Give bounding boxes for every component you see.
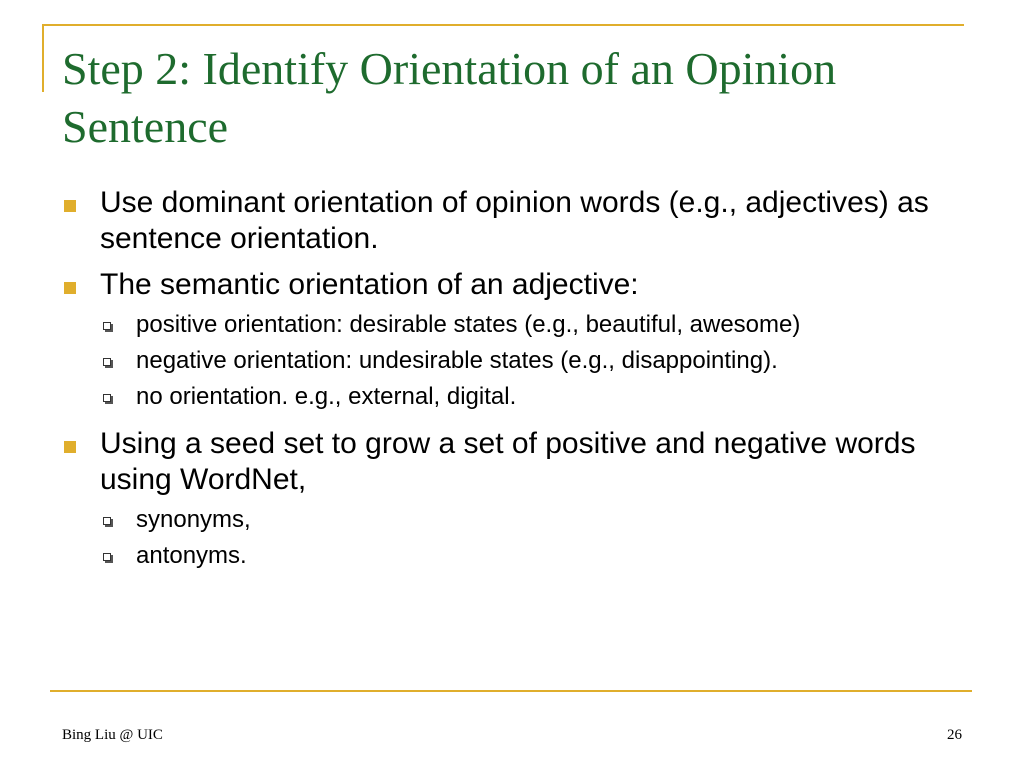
- title-frame-top-rule: [42, 24, 964, 26]
- sub-bullet-text: negative orientation: undesirable states (e.g., disappointing).: [136, 347, 778, 374]
- sub-bullet-text: positive orientation: desirable states (e.g., beautiful, awesome): [136, 311, 801, 338]
- slide-body: [64, 185, 994, 580]
- hollow-square-bullet-icon: [103, 517, 111, 525]
- square-bullet-icon: [64, 441, 76, 453]
- hollow-square-bullet-icon: [103, 553, 111, 561]
- sub-bullet-text: antonyms.: [136, 542, 247, 569]
- bullet-text: The semantic orientation of an adjective:: [100, 268, 639, 301]
- footer-rule: [50, 690, 972, 692]
- sub-bullet-item: [100, 382, 994, 412]
- square-bullet-icon: [64, 282, 76, 294]
- bullet-item: [64, 267, 994, 303]
- sub-bullet-item: [100, 541, 994, 571]
- bullet-item: [64, 426, 994, 498]
- footer-author: Bing Liu @ UIC: [62, 727, 163, 743]
- sub-bullet-item: [100, 346, 994, 376]
- square-bullet-icon: [64, 200, 76, 212]
- slide-title: Step 2: Identify Orientation of an Opinion Sentence: [62, 43, 837, 152]
- hollow-square-bullet-icon: [103, 322, 111, 330]
- bullet-text: Using a seed set to grow a set of positive and negative words using WordNet,: [100, 427, 916, 496]
- hollow-square-bullet-icon: [103, 394, 111, 402]
- sub-bullet-text: synonyms,: [136, 506, 251, 533]
- sub-bullet-item: [100, 310, 994, 340]
- bullet-item: [64, 185, 994, 257]
- title-frame-left-rule: [42, 24, 44, 92]
- bullet-text: Use dominant orientation of opinion words (e.g., adjectives) as sentence orientation.: [100, 186, 929, 255]
- sub-bullet-text: no orientation. e.g., external, digital.: [136, 383, 517, 410]
- sub-bullet-item: [100, 505, 994, 535]
- page-number: 26: [947, 727, 962, 743]
- hollow-square-bullet-icon: [103, 358, 111, 366]
